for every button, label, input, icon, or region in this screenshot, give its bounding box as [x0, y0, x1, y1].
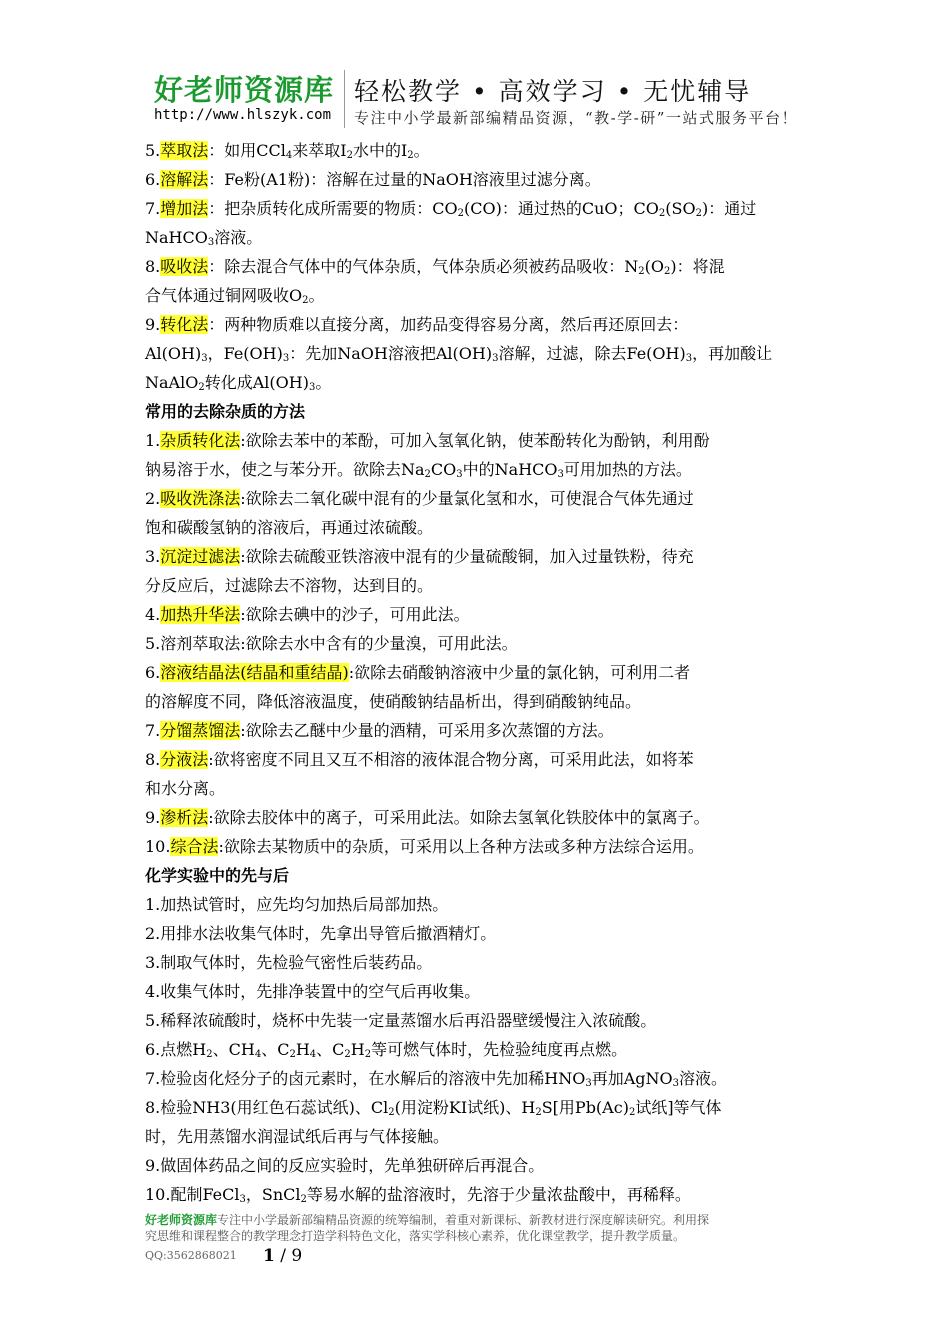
- order-item-3: [145, 948, 815, 977]
- method-name-highlight: 转化法: [160, 315, 209, 334]
- item-text: 分反应后，过滤除去不溶物，达到目的。: [145, 576, 434, 595]
- item-number: 9.: [145, 315, 161, 334]
- header-tagline: 专注中小学最新部编精品资源，“教-学-研”一站式服务平台！: [354, 109, 798, 127]
- method-name-highlight: 吸收洗涤法: [160, 489, 241, 508]
- item-number: 3.: [145, 547, 161, 566]
- order-item-7: [145, 1064, 815, 1093]
- item-text: 时，先用蒸馏水润湿试纸后再与气体接触。: [145, 1127, 450, 1146]
- item-text: 6.点燃$H_2$、$CH_4$、$C_2H_4$、$C_2H_2$等可燃气体时，先检验纯度再点燃。: [145, 1040, 628, 1060]
- item-number: 6.: [145, 170, 161, 189]
- footer-qq: QQ:3562868021: [145, 1249, 237, 1262]
- removal-item-8-cont: [145, 774, 815, 803]
- removal-item-9: [145, 803, 815, 832]
- item-text: :欲除去硝酸钠溶液中少量的氯化钠，可利用二者: [348, 663, 691, 682]
- order-item-9: [145, 1151, 815, 1180]
- removal-item-6-cont: [145, 687, 815, 716]
- methods-continued-list: [145, 136, 815, 397]
- page-footer: [145, 1212, 825, 1266]
- order-item-2: [145, 919, 815, 948]
- method-name-highlight: 萃取法: [160, 141, 209, 160]
- item-text: :欲将密度不同且又互不相溶的液体混合物分离，可采用此法，如将苯: [208, 750, 694, 769]
- item-text: :欲除去胶体中的离子，可采用此法。如除去氢氧化铁胶体中的氯离子。: [208, 808, 710, 827]
- item-text: 10.配制FeCl$_3$，SnCl$_2$等易水解的盐溶液时，先溶于少量浓盐酸中，再稀释。: [145, 1185, 691, 1205]
- footer-text-line1: 专注中小学最新部编精品资源的统筹编制，着重对新课标、新教材进行深度解读研究。利用探: [217, 1213, 710, 1227]
- item-text: 9.做固体药品之间的反应实验时，先单独研碎后再混合。: [145, 1156, 545, 1175]
- item-number: 2.: [145, 489, 161, 508]
- footer-text-line2: 究思维和课程整合的教学理念打造学科特色文化，落实学科核心素养，优化课堂教学，提升教学质量。: [145, 1229, 686, 1243]
- item-number: 5.: [145, 634, 161, 653]
- removal-item-8: [145, 745, 815, 774]
- order-item-1: [145, 890, 815, 919]
- order-item-8: [145, 1093, 815, 1122]
- order-of-operations-list: [145, 890, 815, 1209]
- item-number: 7.: [145, 721, 161, 740]
- item-text: 4.收集气体时，先排净装置中的空气后再收集。: [145, 982, 481, 1001]
- method-item-1: [145, 136, 815, 165]
- item-text: :欲除去硫酸亚铁溶液中混有的少量硫酸铜，加入过量铁粉，待充: [240, 547, 694, 566]
- method-item-5: [145, 310, 815, 339]
- item-text: 2.用排水法收集气体时，先拿出导管后撤酒精灯。: [145, 924, 497, 943]
- method-item-5-cont: [145, 368, 815, 397]
- removal-item-10: [145, 832, 815, 861]
- item-number: 7.: [145, 199, 161, 218]
- item-text: ：两种物质难以直接分离，加药品变得容易分离，然后再还原回去：: [208, 315, 689, 334]
- section-title-impurity-removal: 常用的去除杂质的方法: [145, 402, 306, 421]
- item-text: 7.检验卤化烃分子的卤元素时，在水解后的溶液中先加稀$HNO_3$再加AgNO$_3$溶液。: [145, 1069, 728, 1089]
- item-number: 1.: [145, 431, 161, 450]
- method-name-highlight: 增加法: [160, 199, 209, 218]
- item-text: 1.加热试管时，应先均匀加热后局部加热。: [145, 895, 449, 914]
- method-item-2: [145, 165, 815, 194]
- item-number: 10.: [145, 837, 171, 856]
- method-name-highlight: 分馏蒸馏法: [160, 721, 241, 740]
- removal-item-1: [145, 426, 815, 455]
- item-text: 5.稀释浓硫酸时，烧杯中先装一定量蒸馏水后再沿器壁缓慢注入浓硫酸。: [145, 1011, 657, 1030]
- method-name-highlight: 杂质转化法: [160, 431, 241, 450]
- item-text: 溶剂萃取法:欲除去水中含有的少量溴，可用此法。: [160, 634, 518, 653]
- header-divider: [344, 70, 345, 128]
- item-text: :欲除去乙醚中少量的酒精，可采用多次蒸馏的方法。: [240, 721, 614, 740]
- item-text: 的溶解度不同，降低溶液温度，使硝酸钠结晶析出，得到硝酸钠纯品。: [145, 692, 642, 711]
- order-item-5: [145, 1006, 815, 1035]
- page-total: 9: [291, 1246, 303, 1266]
- removal-item-1-cont: [145, 455, 815, 484]
- method-item-5-cont: [145, 339, 815, 368]
- footer-brand: 好老师资源库: [145, 1213, 218, 1227]
- footer-description: [145, 1212, 825, 1244]
- item-text: NaAlO$_2$转化成$Al(OH)_3$。: [145, 373, 332, 393]
- method-name-highlight: 溶液结晶法(结晶和重结晶): [160, 663, 349, 682]
- method-name-highlight: 综合法: [170, 837, 219, 856]
- item-number: 8.: [145, 257, 161, 276]
- method-item-3: [145, 194, 815, 223]
- item-text: 合气体通过铜网吸收$O_2$。: [145, 286, 325, 306]
- removal-item-6: [145, 658, 815, 687]
- method-item-4-cont: [145, 281, 815, 310]
- item-text: :欲除去碘中的沙子，可用此法。: [240, 605, 470, 624]
- removal-item-5: [145, 629, 815, 658]
- item-number: 4.: [145, 605, 161, 624]
- item-number: 6.: [145, 663, 161, 682]
- item-text: ：除去混合气体中的气体杂质，气体杂质必须被药品吸收：$N_2(O_2)$：将混: [208, 257, 725, 277]
- item-text: $Al(OH)_3$，$Fe(OH)_3$：先加NaOH溶液把$Al(OH)_3$溶解，过滤，除去$Fe(OH)_3$，再加酸让: [145, 344, 773, 364]
- removal-item-7: [145, 716, 815, 745]
- method-name-highlight: 沉淀过滤法: [160, 547, 241, 566]
- item-number: 5.: [145, 141, 161, 160]
- item-text: 饱和碳酸氢钠的溶液后，再通过浓硫酸。: [145, 518, 434, 537]
- page-current: 1: [263, 1246, 275, 1266]
- method-name-highlight: 溶解法: [160, 170, 209, 189]
- item-text: 8.检验NH3(用红色石蕊试纸)、$Cl_2$(用淀粉KI试纸)、$H_2S$[用$Pb(Ac)_2$试纸]等气体: [145, 1098, 722, 1118]
- method-item-3-cont: [145, 223, 815, 252]
- removal-item-4: [145, 600, 815, 629]
- method-name-highlight: 分液法: [160, 750, 209, 769]
- document-body: [145, 136, 815, 1209]
- removal-item-3: [145, 542, 815, 571]
- removal-item-3-cont: [145, 571, 815, 600]
- item-text: ：Fe粉(A1粉)：溶解在过量的NaOH溶液里过滤分离。: [208, 170, 601, 189]
- brand-logo-text: 好老师资源库: [154, 73, 335, 107]
- order-item-6: [145, 1035, 815, 1064]
- item-text: :欲除去二氧化碳中混有的少量氯化氢和水，可使混合气体先通过: [240, 489, 694, 508]
- page-header: [148, 66, 908, 130]
- removal-item-2-cont: [145, 513, 815, 542]
- method-name-highlight: 吸收法: [160, 257, 209, 276]
- item-number: 9.: [145, 808, 161, 827]
- page-number: 1 / 9: [263, 1246, 303, 1266]
- section-title-order-of-operations: 化学实验中的先与后: [145, 866, 290, 885]
- item-text: 钠易溶于水，使之与苯分开。欲除去$Na_2CO_3$中的NaHCO$_3$可用加热的方法。: [145, 460, 692, 480]
- method-item-4: [145, 252, 815, 281]
- removal-item-2: [145, 484, 815, 513]
- header-slogan: 轻松教学 • 高效学习 • 无忧辅导: [354, 77, 752, 106]
- item-text: :欲除去苯中的苯酚，可加入氢氧化钠，使苯酚转化为酚钠，利用酚: [240, 431, 710, 450]
- item-text: 和水分离。: [145, 779, 226, 798]
- brand-url[interactable]: http://www.hlszyk.com: [154, 107, 332, 123]
- method-name-highlight: 加热升华法: [160, 605, 241, 624]
- impurity-removal-list: [145, 426, 815, 861]
- item-text: ：把杂质转化成所需要的物质：$CO_2(CO)$：通过热的CuO；$CO_2(SO_2)$：通过: [208, 199, 757, 219]
- item-text: NaHCO$_3$溶液。: [145, 228, 263, 248]
- order-item-10: [145, 1180, 815, 1209]
- item-number: 8.: [145, 750, 161, 769]
- order-item-8-cont: [145, 1122, 815, 1151]
- footer-bottom-row: [145, 1246, 825, 1266]
- item-text: 3.制取气体时，先检验气密性后装药品。: [145, 953, 433, 972]
- order-item-4: [145, 977, 815, 1006]
- item-text: ：如用CCl$_4$来萃取$I_2$水中的$I_2$。: [208, 141, 430, 161]
- item-text: :欲除去某物质中的杂质，可采用以上各种方法或多种方法综合运用。: [218, 837, 704, 856]
- method-name-highlight: 渗析法: [160, 808, 209, 827]
